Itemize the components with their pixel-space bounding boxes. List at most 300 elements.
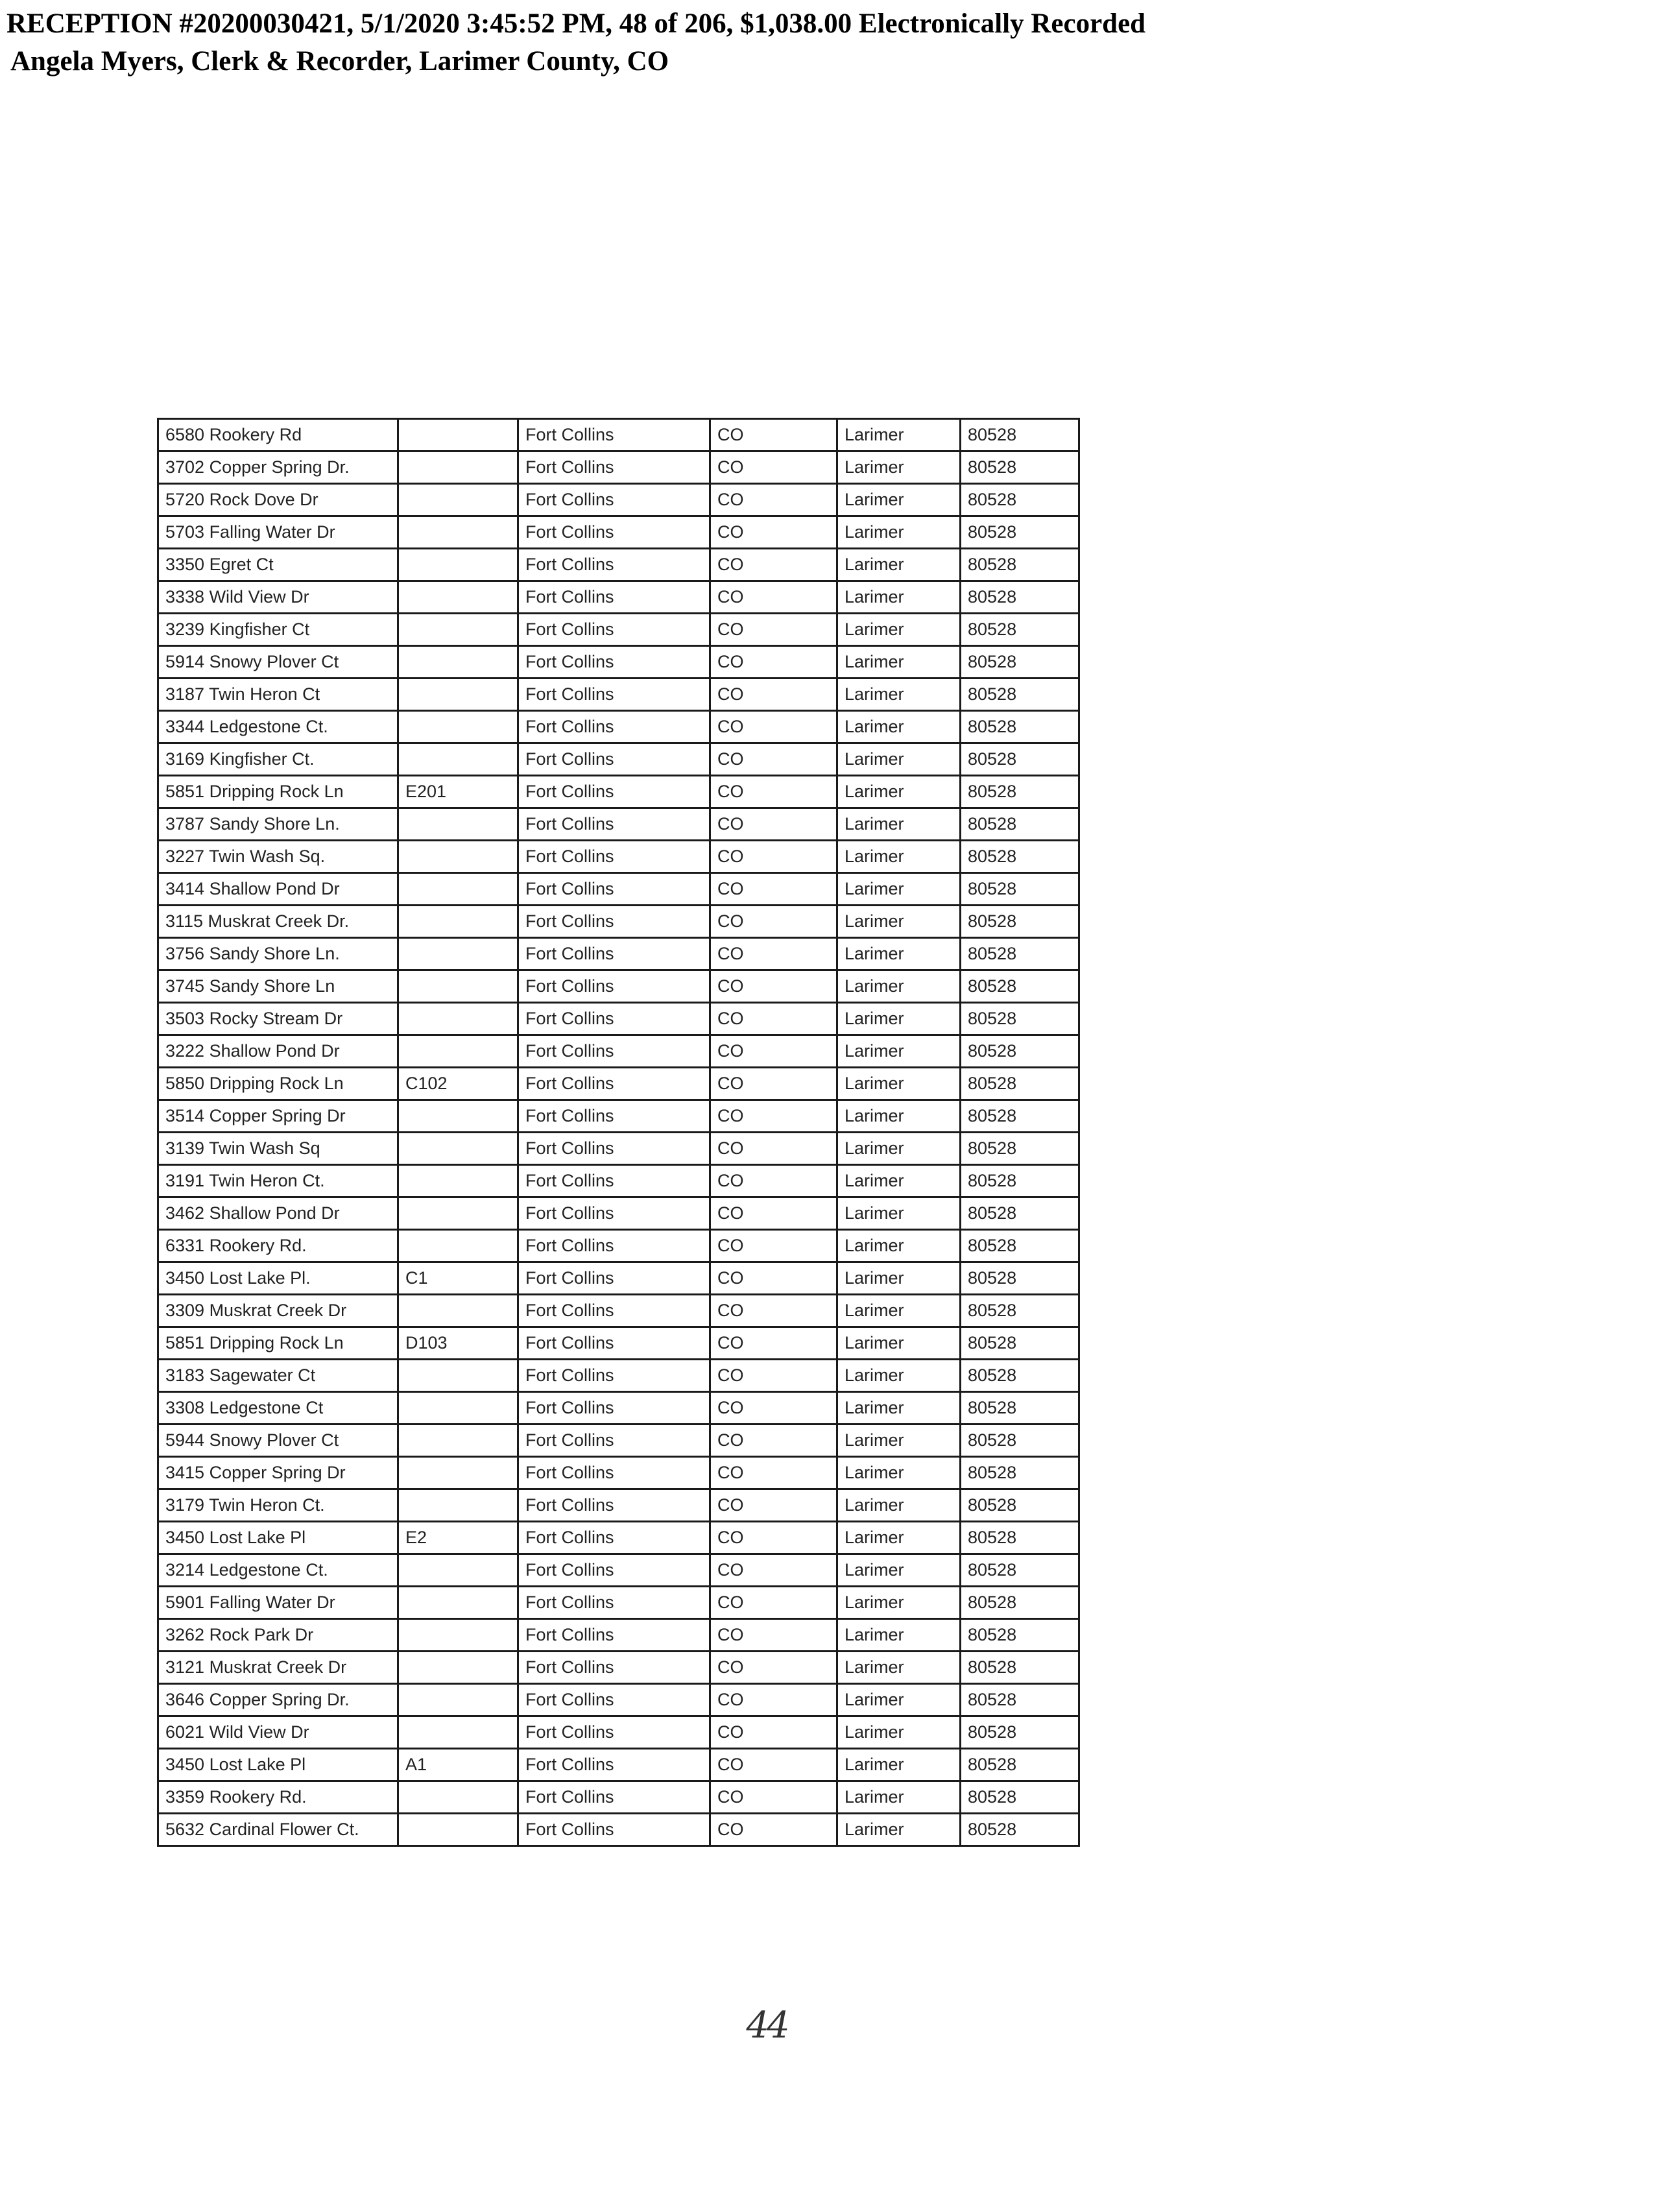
table-row — [158, 614, 1079, 646]
address-cell: 3308 Ledgestone Ct — [158, 1392, 398, 1425]
state-cell: CO — [710, 1360, 837, 1392]
city-cell: Fort Collins — [518, 419, 710, 451]
zip-cell: 80528 — [961, 419, 1079, 451]
city-cell: Fort Collins — [518, 1360, 710, 1392]
address-cell: 3139 Twin Wash Sq — [158, 1133, 398, 1165]
unit-cell: E2 — [398, 1522, 518, 1554]
zip-cell: 80528 — [961, 1035, 1079, 1068]
city-cell: Fort Collins — [518, 1716, 710, 1749]
address-cell: 3646 Copper Spring Dr. — [158, 1684, 398, 1716]
county-cell: Larimer — [837, 1457, 961, 1489]
state-cell: CO — [710, 776, 837, 808]
unit-cell — [398, 711, 518, 743]
address-cell: 3702 Copper Spring Dr. — [158, 451, 398, 484]
unit-cell — [398, 646, 518, 679]
county-cell: Larimer — [837, 1425, 961, 1457]
table-row — [158, 1230, 1079, 1262]
unit-cell — [398, 1197, 518, 1230]
table-row — [158, 1781, 1079, 1814]
state-cell: CO — [710, 516, 837, 549]
state-cell: CO — [710, 1068, 837, 1100]
county-cell: Larimer — [837, 484, 961, 516]
city-cell: Fort Collins — [518, 484, 710, 516]
county-cell: Larimer — [837, 1814, 961, 1846]
unit-cell: E201 — [398, 776, 518, 808]
table-row — [158, 1684, 1079, 1716]
city-cell: Fort Collins — [518, 646, 710, 679]
city-cell: Fort Collins — [518, 1165, 710, 1197]
county-cell: Larimer — [837, 873, 961, 906]
city-cell: Fort Collins — [518, 1327, 710, 1360]
county-cell: Larimer — [837, 516, 961, 549]
zip-cell: 80528 — [961, 1327, 1079, 1360]
state-cell: CO — [710, 970, 837, 1003]
table-row — [158, 1133, 1079, 1165]
unit-cell — [398, 938, 518, 970]
state-cell: CO — [710, 1781, 837, 1814]
county-cell: Larimer — [837, 906, 961, 938]
state-cell: CO — [710, 938, 837, 970]
city-cell: Fort Collins — [518, 776, 710, 808]
table-row — [158, 1587, 1079, 1619]
address-cell: 3462 Shallow Pond Dr — [158, 1197, 398, 1230]
city-cell: Fort Collins — [518, 1003, 710, 1035]
table-row — [158, 516, 1079, 549]
county-cell: Larimer — [837, 1003, 961, 1035]
state-cell: CO — [710, 711, 837, 743]
state-cell: CO — [710, 419, 837, 451]
unit-cell — [398, 1814, 518, 1846]
state-cell: CO — [710, 451, 837, 484]
state-cell: CO — [710, 808, 837, 841]
city-cell: Fort Collins — [518, 938, 710, 970]
unit-cell — [398, 970, 518, 1003]
zip-cell: 80528 — [961, 1489, 1079, 1522]
zip-cell: 80528 — [961, 1749, 1079, 1781]
zip-cell: 80528 — [961, 1165, 1079, 1197]
unit-cell — [398, 1489, 518, 1522]
city-cell: Fort Collins — [518, 1587, 710, 1619]
table-row — [158, 1327, 1079, 1360]
zip-cell: 80528 — [961, 549, 1079, 581]
city-cell: Fort Collins — [518, 970, 710, 1003]
unit-cell: C102 — [398, 1068, 518, 1100]
address-cell: 3745 Sandy Shore Ln — [158, 970, 398, 1003]
table-row — [158, 646, 1079, 679]
zip-cell: 80528 — [961, 1781, 1079, 1814]
address-cell: 3262 Rock Park Dr — [158, 1619, 398, 1652]
address-cell: 5851 Dripping Rock Ln — [158, 1327, 398, 1360]
county-cell: Larimer — [837, 841, 961, 873]
address-cell: 5720 Rock Dove Dr — [158, 484, 398, 516]
state-cell: CO — [710, 1619, 837, 1652]
unit-cell — [398, 549, 518, 581]
address-cell: 3115 Muskrat Creek Dr. — [158, 906, 398, 938]
unit-cell: A1 — [398, 1749, 518, 1781]
address-cell: 3309 Muskrat Creek Dr — [158, 1295, 398, 1327]
county-cell: Larimer — [837, 1295, 961, 1327]
county-cell: Larimer — [837, 776, 961, 808]
state-cell: CO — [710, 1230, 837, 1262]
state-cell: CO — [710, 581, 837, 614]
city-cell: Fort Collins — [518, 1684, 710, 1716]
table-row — [158, 1295, 1079, 1327]
unit-cell — [398, 808, 518, 841]
county-cell: Larimer — [837, 1489, 961, 1522]
city-cell: Fort Collins — [518, 1262, 710, 1295]
county-cell: Larimer — [837, 938, 961, 970]
table-row — [158, 1814, 1079, 1846]
zip-cell: 80528 — [961, 516, 1079, 549]
unit-cell — [398, 1716, 518, 1749]
state-cell: CO — [710, 646, 837, 679]
recorder-line: Angela Myers, Clerk & Recorder, Larimer County, CO — [10, 46, 669, 77]
zip-cell: 80528 — [961, 1197, 1079, 1230]
zip-cell: 80528 — [961, 1587, 1079, 1619]
zip-cell: 80528 — [961, 1652, 1079, 1684]
county-cell: Larimer — [837, 1262, 961, 1295]
address-cell: 3514 Copper Spring Dr — [158, 1100, 398, 1133]
unit-cell — [398, 1360, 518, 1392]
state-cell: CO — [710, 1587, 837, 1619]
table-row — [158, 938, 1079, 970]
zip-cell: 80528 — [961, 1522, 1079, 1554]
county-cell: Larimer — [837, 1619, 961, 1652]
property-table-body — [158, 419, 1079, 1846]
county-cell: Larimer — [837, 1197, 961, 1230]
address-cell: 5901 Falling Water Dr — [158, 1587, 398, 1619]
city-cell: Fort Collins — [518, 549, 710, 581]
state-cell: CO — [710, 1652, 837, 1684]
county-cell: Larimer — [837, 1327, 961, 1360]
zip-cell: 80528 — [961, 776, 1079, 808]
reception-line: RECEPTION #20200030421, 5/1/2020 3:45:52 PM, 48 of 206, $1,038.00 Electronically Recorded — [6, 8, 1146, 39]
table-row — [158, 711, 1079, 743]
address-cell: 3191 Twin Heron Ct. — [158, 1165, 398, 1197]
unit-cell — [398, 743, 518, 776]
city-cell: Fort Collins — [518, 711, 710, 743]
city-cell: Fort Collins — [518, 1425, 710, 1457]
county-cell: Larimer — [837, 679, 961, 711]
county-cell: Larimer — [837, 1230, 961, 1262]
table-row — [158, 1522, 1079, 1554]
table-row — [158, 1716, 1079, 1749]
city-cell: Fort Collins — [518, 1814, 710, 1846]
address-cell: 3415 Copper Spring Dr — [158, 1457, 398, 1489]
table-row — [158, 1619, 1079, 1652]
address-cell: 3222 Shallow Pond Dr — [158, 1035, 398, 1068]
county-cell: Larimer — [837, 419, 961, 451]
table-row — [158, 1197, 1079, 1230]
table-row — [158, 776, 1079, 808]
state-cell: CO — [710, 1133, 837, 1165]
city-cell: Fort Collins — [518, 1554, 710, 1587]
city-cell: Fort Collins — [518, 1781, 710, 1814]
state-cell: CO — [710, 1425, 837, 1457]
table-row — [158, 1360, 1079, 1392]
unit-cell — [398, 679, 518, 711]
unit-cell — [398, 451, 518, 484]
table-row — [158, 841, 1079, 873]
state-cell: CO — [710, 1749, 837, 1781]
unit-cell — [398, 873, 518, 906]
city-cell: Fort Collins — [518, 873, 710, 906]
table-row — [158, 581, 1079, 614]
zip-cell: 80528 — [961, 711, 1079, 743]
state-cell: CO — [710, 1295, 837, 1327]
unit-cell — [398, 484, 518, 516]
zip-cell: 80528 — [961, 451, 1079, 484]
city-cell: Fort Collins — [518, 1619, 710, 1652]
state-cell: CO — [710, 906, 837, 938]
table-row — [158, 1554, 1079, 1587]
unit-cell — [398, 906, 518, 938]
address-cell: 3450 Lost Lake Pl — [158, 1522, 398, 1554]
state-cell: CO — [710, 873, 837, 906]
table-row — [158, 1068, 1079, 1100]
zip-cell: 80528 — [961, 1619, 1079, 1652]
address-cell: 3183 Sagewater Ct — [158, 1360, 398, 1392]
city-cell: Fort Collins — [518, 1392, 710, 1425]
address-cell: 3344 Ledgestone Ct. — [158, 711, 398, 743]
table-row — [158, 808, 1079, 841]
state-cell: CO — [710, 1684, 837, 1716]
address-cell: 5851 Dripping Rock Ln — [158, 776, 398, 808]
address-cell: 3239 Kingfisher Ct — [158, 614, 398, 646]
table-row — [158, 1749, 1079, 1781]
unit-cell — [398, 1003, 518, 1035]
county-cell: Larimer — [837, 808, 961, 841]
state-cell: CO — [710, 1716, 837, 1749]
state-cell: CO — [710, 1489, 837, 1522]
address-cell: 3179 Twin Heron Ct. — [158, 1489, 398, 1522]
county-cell: Larimer — [837, 1392, 961, 1425]
county-cell: Larimer — [837, 970, 961, 1003]
city-cell: Fort Collins — [518, 1749, 710, 1781]
unit-cell — [398, 516, 518, 549]
state-cell: CO — [710, 549, 837, 581]
county-cell: Larimer — [837, 646, 961, 679]
table-row — [158, 1457, 1079, 1489]
city-cell: Fort Collins — [518, 679, 710, 711]
city-cell: Fort Collins — [518, 1068, 710, 1100]
address-cell: 5703 Falling Water Dr — [158, 516, 398, 549]
zip-cell: 80528 — [961, 1003, 1079, 1035]
state-cell: CO — [710, 1327, 837, 1360]
table-row — [158, 1035, 1079, 1068]
county-cell: Larimer — [837, 1068, 961, 1100]
address-cell: 3503 Rocky Stream Dr — [158, 1003, 398, 1035]
county-cell: Larimer — [837, 549, 961, 581]
zip-cell: 80528 — [961, 1230, 1079, 1262]
county-cell: Larimer — [837, 1781, 961, 1814]
zip-cell: 80528 — [961, 1133, 1079, 1165]
county-cell: Larimer — [837, 1100, 961, 1133]
address-cell: 3338 Wild View Dr — [158, 581, 398, 614]
unit-cell — [398, 1457, 518, 1489]
address-cell: 3227 Twin Wash Sq. — [158, 841, 398, 873]
state-cell: CO — [710, 1457, 837, 1489]
zip-cell: 80528 — [961, 938, 1079, 970]
city-cell: Fort Collins — [518, 1489, 710, 1522]
address-cell: 3450 Lost Lake Pl — [158, 1749, 398, 1781]
zip-cell: 80528 — [961, 484, 1079, 516]
address-cell: 5850 Dripping Rock Ln — [158, 1068, 398, 1100]
address-cell: 6580 Rookery Rd — [158, 419, 398, 451]
zip-cell: 80528 — [961, 646, 1079, 679]
city-cell: Fort Collins — [518, 1133, 710, 1165]
city-cell: Fort Collins — [518, 906, 710, 938]
unit-cell: C1 — [398, 1262, 518, 1295]
city-cell: Fort Collins — [518, 1100, 710, 1133]
zip-cell: 80528 — [961, 1295, 1079, 1327]
state-cell: CO — [710, 841, 837, 873]
unit-cell — [398, 1100, 518, 1133]
table-row — [158, 1392, 1079, 1425]
city-cell: Fort Collins — [518, 1295, 710, 1327]
address-cell: 3121 Muskrat Creek Dr — [158, 1652, 398, 1684]
table-row — [158, 1003, 1079, 1035]
county-cell: Larimer — [837, 451, 961, 484]
county-cell: Larimer — [837, 1652, 961, 1684]
county-cell: Larimer — [837, 1035, 961, 1068]
zip-cell: 80528 — [961, 808, 1079, 841]
zip-cell: 80528 — [961, 1814, 1079, 1846]
address-cell: 5632 Cardinal Flower Ct. — [158, 1814, 398, 1846]
zip-cell: 80528 — [961, 841, 1079, 873]
zip-cell: 80528 — [961, 1554, 1079, 1587]
city-cell: Fort Collins — [518, 1230, 710, 1262]
table-row — [158, 1652, 1079, 1684]
zip-cell: 80528 — [961, 1068, 1079, 1100]
table-row — [158, 970, 1079, 1003]
state-cell: CO — [710, 1165, 837, 1197]
unit-cell — [398, 1035, 518, 1068]
state-cell: CO — [710, 679, 837, 711]
unit-cell — [398, 1295, 518, 1327]
county-cell: Larimer — [837, 1360, 961, 1392]
county-cell: Larimer — [837, 614, 961, 646]
state-cell: CO — [710, 1035, 837, 1068]
address-cell: 6021 Wild View Dr — [158, 1716, 398, 1749]
state-cell: CO — [710, 1554, 837, 1587]
state-cell: CO — [710, 1814, 837, 1846]
zip-cell: 80528 — [961, 1716, 1079, 1749]
address-cell: 3214 Ledgestone Ct. — [158, 1554, 398, 1587]
unit-cell — [398, 841, 518, 873]
unit-cell — [398, 1619, 518, 1652]
zip-cell: 80528 — [961, 1100, 1079, 1133]
table-row — [158, 419, 1079, 451]
address-cell: 5914 Snowy Plover Ct — [158, 646, 398, 679]
unit-cell — [398, 1554, 518, 1587]
county-cell: Larimer — [837, 1684, 961, 1716]
table-row — [158, 906, 1079, 938]
state-cell: CO — [710, 1003, 837, 1035]
state-cell: CO — [710, 1392, 837, 1425]
county-cell: Larimer — [837, 1133, 961, 1165]
unit-cell — [398, 1392, 518, 1425]
city-cell: Fort Collins — [518, 1652, 710, 1684]
table-row — [158, 1165, 1079, 1197]
city-cell: Fort Collins — [518, 1522, 710, 1554]
zip-cell: 80528 — [961, 679, 1079, 711]
address-cell: 3414 Shallow Pond Dr — [158, 873, 398, 906]
zip-cell: 80528 — [961, 1392, 1079, 1425]
address-cell: 3359 Rookery Rd. — [158, 1781, 398, 1814]
table-row — [158, 1262, 1079, 1295]
table-row — [158, 451, 1079, 484]
city-cell: Fort Collins — [518, 841, 710, 873]
city-cell: Fort Collins — [518, 451, 710, 484]
table-row — [158, 679, 1079, 711]
unit-cell — [398, 1230, 518, 1262]
county-cell: Larimer — [837, 711, 961, 743]
state-cell: CO — [710, 743, 837, 776]
state-cell: CO — [710, 614, 837, 646]
zip-cell: 80528 — [961, 873, 1079, 906]
table-row — [158, 1100, 1079, 1133]
zip-cell: 80528 — [961, 1360, 1079, 1392]
zip-cell: 80528 — [961, 743, 1079, 776]
city-cell: Fort Collins — [518, 614, 710, 646]
unit-cell: D103 — [398, 1327, 518, 1360]
table-row — [158, 484, 1079, 516]
state-cell: CO — [710, 1197, 837, 1230]
table-row — [158, 1425, 1079, 1457]
zip-cell: 80528 — [961, 581, 1079, 614]
city-cell: Fort Collins — [518, 808, 710, 841]
state-cell: CO — [710, 1262, 837, 1295]
zip-cell: 80528 — [961, 1457, 1079, 1489]
unit-cell — [398, 1165, 518, 1197]
zip-cell: 80528 — [961, 1425, 1079, 1457]
county-cell: Larimer — [837, 743, 961, 776]
unit-cell — [398, 581, 518, 614]
zip-cell: 80528 — [961, 1684, 1079, 1716]
zip-cell: 80528 — [961, 906, 1079, 938]
unit-cell — [398, 1781, 518, 1814]
county-cell: Larimer — [837, 1749, 961, 1781]
address-cell: 3450 Lost Lake Pl. — [158, 1262, 398, 1295]
recording-header — [6, 5, 1145, 80]
unit-cell — [398, 1587, 518, 1619]
city-cell: Fort Collins — [518, 516, 710, 549]
address-cell: 3787 Sandy Shore Ln. — [158, 808, 398, 841]
county-cell: Larimer — [837, 581, 961, 614]
county-cell: Larimer — [837, 1165, 961, 1197]
state-cell: CO — [710, 484, 837, 516]
table-row — [158, 873, 1079, 906]
address-cell: 5944 Snowy Plover Ct — [158, 1425, 398, 1457]
county-cell: Larimer — [837, 1716, 961, 1749]
unit-cell — [398, 1425, 518, 1457]
zip-cell: 80528 — [961, 1262, 1079, 1295]
table-row — [158, 743, 1079, 776]
state-cell: CO — [710, 1522, 837, 1554]
address-cell: 3350 Egret Ct — [158, 549, 398, 581]
table-row — [158, 549, 1079, 581]
city-cell: Fort Collins — [518, 581, 710, 614]
table-row — [158, 1489, 1079, 1522]
unit-cell — [398, 1133, 518, 1165]
county-cell: Larimer — [837, 1554, 961, 1587]
state-cell: CO — [710, 1100, 837, 1133]
address-cell: 3756 Sandy Shore Ln. — [158, 938, 398, 970]
county-cell: Larimer — [837, 1587, 961, 1619]
unit-cell — [398, 419, 518, 451]
handwritten-page-number: 44 — [746, 2004, 787, 2047]
